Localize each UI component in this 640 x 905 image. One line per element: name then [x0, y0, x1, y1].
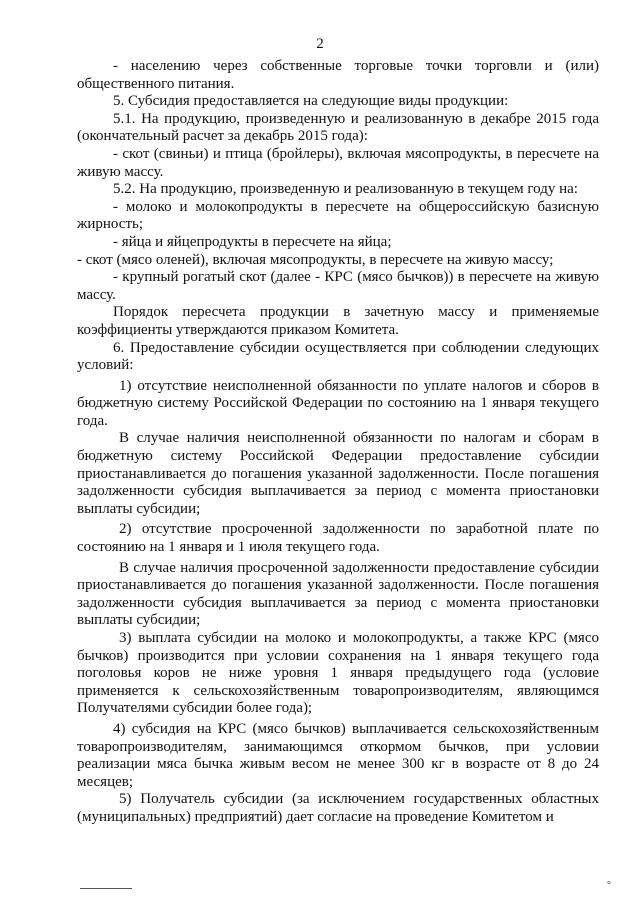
document-body: [77, 58, 599, 827]
paragraph: 5.1. На продукцию, произведенную и реализованную в декабре 2015 года (окончательный расчет за декабрь 2015 года):: [77, 110, 599, 145]
paragraph: - яйца и яйцепродукты в пересчете на яйца;: [113, 233, 392, 250]
paragraph: - молоко и молокопродукты в пересчете на общероссийскую базисную жирность;: [77, 198, 599, 233]
paragraph: - скот (мясо оленей), включая мясопродукты, в пересчете на живую массу;: [77, 251, 554, 268]
paragraph: 1) отсутствие неисполненной обязанности по уплате налогов и сборов в бюджетную систему Российской Федерации по состоянию на 1 января текущего года.: [77, 377, 599, 429]
paragraph: 6. Предоставление субсидии осуществляется при соблюдении следующих условий:: [77, 339, 599, 374]
paragraph: 3) выплата субсидии на молоко и молокопродукты, а также КРС (мясо бычков) производится при условии сохранения на 1 января текущего года поголовья коров не ниже уровня 1 января предыдущего года (условие применяется к сельскохозяйственным товаропроизводителям, являющимся Получателями субсидии более года);: [77, 630, 599, 717]
paragraph: - населению через собственные торговые точки торговли и (или) общественного питания.: [77, 58, 599, 92]
paragraph: 5. Субсидия предоставляется на следующие виды продукции:: [113, 93, 509, 110]
paragraph: - скот (свиньи) и птица (бройлеры), включая мясопродукты, в пересчете на живую массу.: [77, 145, 599, 180]
corner-mark: °: [607, 880, 611, 891]
paragraph: В случае наличия неисполненной обязанности по налогам и сборам в бюджетную систему Российской Федерации предоставление субсидии приостанавливается до погашения указанной задолженности. После погашения задолженности субсидия выплачивается за период с момента приостановки выплаты субсидии;: [77, 430, 599, 517]
paragraph: 5) Получатель субсидии (за исключением государственных областных (муниципальных) предприятий) дает согласие на проведение Комитетом и: [77, 791, 599, 825]
paragraph: Порядок пересчета продукции в зачетную массу и применяемые коэффициенты утверждаются приказом Комитета.: [77, 304, 599, 338]
page-number: 2: [316, 36, 324, 52]
paragraph: 2) отсутствие просроченной задолженности по заработной плате по состоянию на 1 января и 1 июля текущего года.: [77, 521, 599, 556]
paragraph: 4) субсидия на КРС (мясо бычков) выплачивается сельскохозяйственным товаропроизводителям, занимающимся откормом бычков, при условии реализации мяса бычка живым весом не менее 300 кг в возрасте от 8 до 24 месяцев;: [77, 720, 599, 790]
paragraph: - крупный рогатый скот (далее - КРС (мясо бычков)) в пересчете на живую массу.: [77, 269, 599, 303]
paragraph: 5.2. На продукцию, произведенную и реализованную в текущем году на:: [113, 181, 578, 198]
paragraph: В случае наличия просроченной задолженности предоставление субсидии приостанавливается до погашения указанной задолженности. После погашения задолженности субсидия выплачивается за период с момента приостановки выплаты субсидии;: [77, 559, 599, 629]
footer-rule: [80, 888, 132, 889]
